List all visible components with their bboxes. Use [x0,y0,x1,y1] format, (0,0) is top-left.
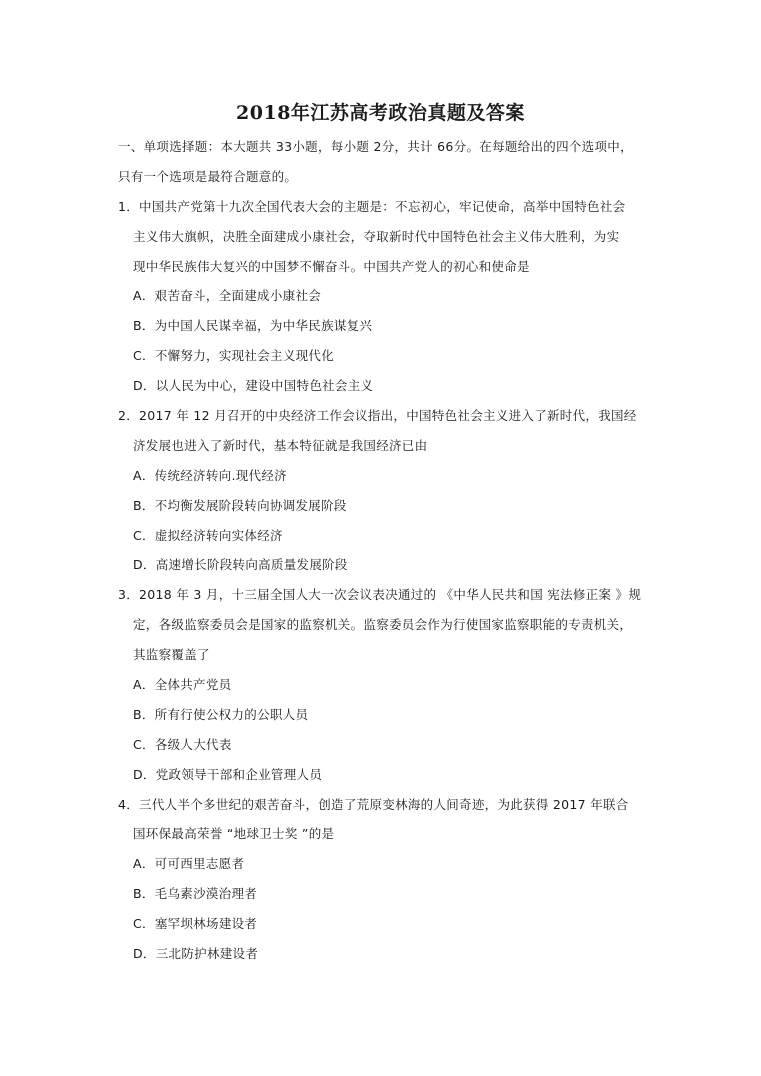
question-4-option-c: C．塞罕坝林场建设者 [133,916,258,931]
question-1-option-d: D．以人民为中心，建设中国特色社会主义 [133,378,374,393]
question-1-line-3: 现中华民族伟大复兴的中国梦不懈奋斗。中国共产党人的初心和使命是 [133,259,530,274]
document-title: 2018年江苏高考政治真题及答案 [236,102,525,124]
question-1-line-2: 主义伟大旗帜，决胜全面建成小康社会，夺取新时代中国特色社会主义伟大胜利，为实 [133,229,620,244]
question-4-option-b: B．毛乌素沙漠治理者 [133,886,258,901]
question-3-line-3: 其监察覆盖了 [133,647,210,662]
question-2-option-d: D．高速增长阶段转向高质量发展阶段 [133,557,348,572]
question-3-line-2: 定，各级监察委员会是国家的监察机关。监察委员会作为行使国家监察职能的专责机关， [133,617,633,632]
question-1-option-c: C．不懈努力，实现社会主义现代化 [133,348,335,363]
section-instruction-line-2: 只有一个选项是最符合题意的。 [118,169,298,184]
question-4-option-d: D．三北防护林建设者 [133,946,259,961]
question-2-option-b: B．不均衡发展阶段转向协调发展阶段 [133,498,347,513]
question-4-line-1: 4．三代人半个多世纪的艰苦奋斗，创造了荒原变林海的人间奇迹，为此获得 2017 年联合 [118,797,629,812]
question-2-option-c: C．虚拟经济转向实体经济 [133,528,283,543]
question-2-line-2: 济发展也进入了新时代，基本特征就是我国经济已由 [133,438,428,453]
question-3-option-d: D．党政领导干部和企业管理人员 [133,767,323,782]
question-3-option-a: A．全体共产党员 [133,677,232,692]
question-1-option-a: A．艰苦奋斗，全面建成小康社会 [133,288,322,303]
section-instruction-line-1: 一、单项选择题：本大题共 33小题，每小题 2分，共计 66分。在每题给出的四个选项中， [118,139,633,154]
question-4-line-2: 国环保最高荣誉 “地球卫士奖 ”的是 [133,826,335,841]
question-2-line-1: 2．2017 年 12 月召开的中央经济工作会议指出，中国特色社会主义进入了新时代，我国经 [118,408,637,423]
question-1-option-b: B．为中国人民谋幸福，为中华民族谋复兴 [133,318,373,333]
question-2-option-a: A．传统经济转向.现代经济 [133,468,287,483]
question-3-option-b: B．所有行使公权力的公职人员 [133,707,309,722]
question-3-line-1: 3．2018 年 3 月，十三届全国人大一次会议表决通过的 《中华人民共和国 宪法修正案 》规 [118,587,642,602]
question-3-option-c: C．各级人大代表 [133,737,232,752]
question-4-option-a: A．可可西里志愿者 [133,856,245,871]
question-1-line-1: 1．中国共产党第十九次全国代表大会的主题是：不忘初心，牢记使命，高举中国特色社会 [118,199,626,214]
